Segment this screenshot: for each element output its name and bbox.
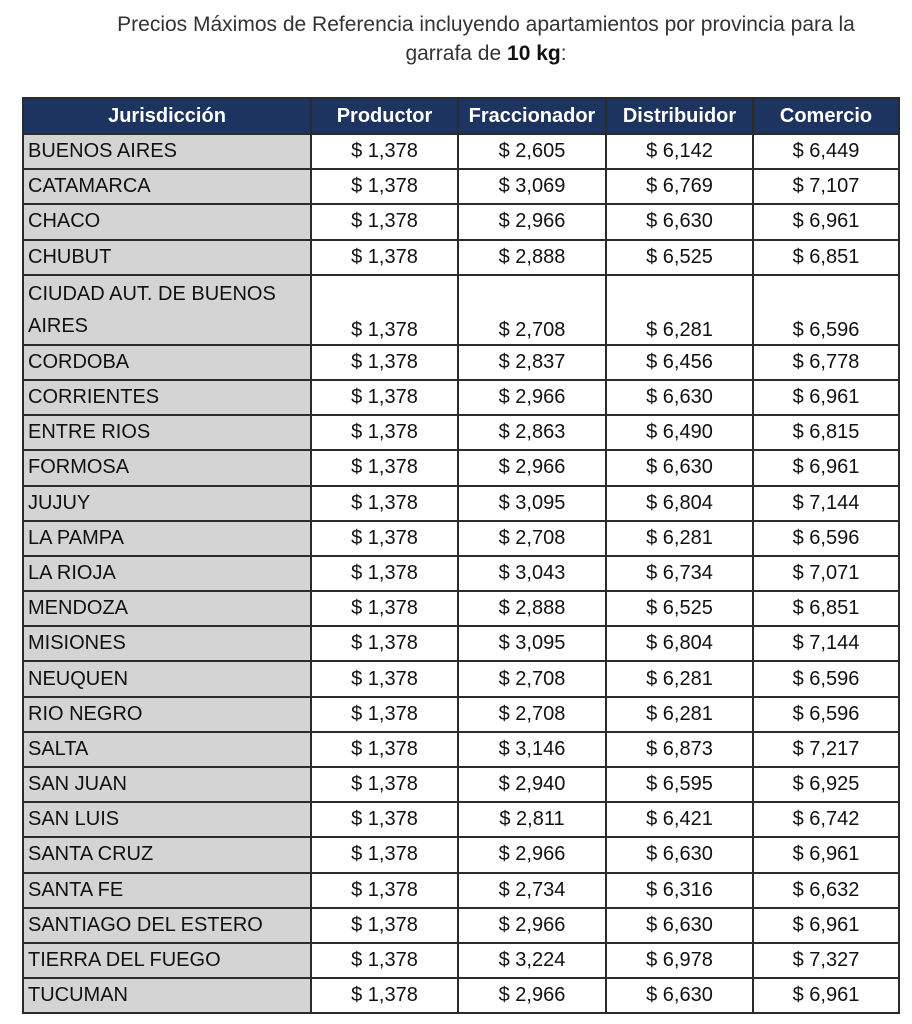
price-cell: $ 1,378: [311, 450, 458, 485]
document-caption: [60, 10, 912, 68]
price-cell: $ 7,327: [753, 943, 899, 978]
jurisdiction-cell: SAN JUAN: [23, 767, 311, 802]
price-cell: $ 1,378: [311, 908, 458, 943]
table-row: [23, 943, 899, 978]
price-cell: $ 6,630: [606, 978, 753, 1013]
price-cell: $ 6,961: [753, 908, 899, 943]
price-cell: $ 6,925: [753, 767, 899, 802]
price-cell: $ 3,146: [458, 732, 606, 767]
jurisdiction-cell: CATAMARCA: [23, 169, 311, 204]
jurisdiction-cell: SANTA CRUZ: [23, 837, 311, 872]
price-cell: $ 2,888: [458, 240, 606, 275]
table-header-row: [23, 98, 899, 134]
jurisdiction-cell: CORDOBA: [23, 345, 311, 380]
price-cell: $ 1,378: [311, 873, 458, 908]
price-cell: $ 2,966: [458, 380, 606, 415]
price-cell: $ 6,281: [606, 521, 753, 556]
price-cell: $ 1,378: [311, 802, 458, 837]
price-cell: $ 6,961: [753, 450, 899, 485]
price-cell: $ 6,281: [606, 275, 753, 345]
price-cell: $ 6,142: [606, 134, 753, 169]
price-cell: $ 1,378: [311, 661, 458, 696]
price-cell: $ 1,378: [311, 591, 458, 626]
price-cell: $ 1,378: [311, 943, 458, 978]
jurisdiction-cell: LA PAMPA: [23, 521, 311, 556]
price-cell: $ 6,742: [753, 802, 899, 837]
price-cell: $ 2,708: [458, 661, 606, 696]
caption-weight: 10 kg: [507, 42, 561, 65]
price-cell: $ 6,281: [606, 697, 753, 732]
price-cell: $ 2,863: [458, 415, 606, 450]
price-cell: $ 3,095: [458, 626, 606, 661]
price-cell: $ 3,043: [458, 556, 606, 591]
table-row: [23, 837, 899, 872]
price-cell: $ 1,378: [311, 556, 458, 591]
price-cell: $ 6,596: [753, 275, 899, 345]
price-cell: $ 6,804: [606, 626, 753, 661]
price-cell: $ 7,144: [753, 486, 899, 521]
jurisdiction-cell: SALTA: [23, 732, 311, 767]
price-cell: $ 6,630: [606, 450, 753, 485]
price-cell: $ 1,378: [311, 415, 458, 450]
price-cell: $ 6,630: [606, 837, 753, 872]
table-row: [23, 661, 899, 696]
price-cell: $ 1,378: [311, 240, 458, 275]
caption-line-2: [60, 39, 912, 68]
price-cell: $ 6,630: [606, 204, 753, 239]
jurisdiction-cell: RIO NEGRO: [23, 697, 311, 732]
price-cell: $ 6,449: [753, 134, 899, 169]
price-cell: $ 6,490: [606, 415, 753, 450]
price-cell: $ 2,966: [458, 837, 606, 872]
price-cell: $ 6,525: [606, 591, 753, 626]
price-cell: $ 1,378: [311, 767, 458, 802]
price-cell: $ 1,378: [311, 697, 458, 732]
price-cell: $ 2,966: [458, 978, 606, 1013]
price-cell: $ 6,595: [606, 767, 753, 802]
price-cell: $ 1,378: [311, 134, 458, 169]
price-cell: $ 7,107: [753, 169, 899, 204]
caption-line-2-prefix: garrafa de: [405, 42, 508, 65]
price-cell: $ 6,734: [606, 556, 753, 591]
price-cell: $ 2,605: [458, 134, 606, 169]
caption-line-1: Precios Máximos de Referencia incluyendo apartamientos por provincia para la: [117, 13, 855, 36]
table-row: [23, 591, 899, 626]
price-cell: $ 2,966: [458, 908, 606, 943]
jurisdiction-cell: SANTA FE: [23, 873, 311, 908]
table-row: [23, 450, 899, 485]
jurisdiction-cell: CORRIENTES: [23, 380, 311, 415]
jurisdiction-cell: BUENOS AIRES: [23, 134, 311, 169]
price-cell: $ 6,596: [753, 661, 899, 696]
jurisdiction-cell: LA RIOJA: [23, 556, 311, 591]
price-cell: $ 2,734: [458, 873, 606, 908]
table-row: [23, 626, 899, 661]
price-cell: $ 6,873: [606, 732, 753, 767]
jurisdiction-cell: MENDOZA: [23, 591, 311, 626]
table-row: [23, 767, 899, 802]
price-cell: $ 1,378: [311, 275, 458, 345]
jurisdiction-cell: TIERRA DEL FUEGO: [23, 943, 311, 978]
price-cell: $ 6,596: [753, 521, 899, 556]
price-cell: $ 3,095: [458, 486, 606, 521]
jurisdiction-cell: NEUQUEN: [23, 661, 311, 696]
jurisdiction-cell: SAN LUIS: [23, 802, 311, 837]
header-fraccionador: Fraccionador: [458, 98, 606, 134]
price-cell: $ 1,378: [311, 204, 458, 239]
price-cell: $ 6,769: [606, 169, 753, 204]
jurisdiction-cell: SANTIAGO DEL ESTERO: [23, 908, 311, 943]
jurisdiction-cell: CIUDAD AUT. DE BUENOS AIRES: [23, 275, 311, 345]
table-row: [23, 380, 899, 415]
table-row: [23, 415, 899, 450]
price-cell: $ 6,961: [753, 380, 899, 415]
price-cell: $ 2,708: [458, 697, 606, 732]
price-cell: $ 1,378: [311, 380, 458, 415]
price-cell: $ 6,421: [606, 802, 753, 837]
price-cell: $ 3,224: [458, 943, 606, 978]
price-cell: $ 6,851: [753, 591, 899, 626]
header-jurisdiccion: Jurisdicción: [23, 98, 311, 134]
table-row: [23, 732, 899, 767]
price-cell: $ 1,378: [311, 345, 458, 380]
jurisdiction-cell: FORMOSA: [23, 450, 311, 485]
table-row: [23, 697, 899, 732]
price-cell: $ 2,966: [458, 450, 606, 485]
price-cell: $ 7,217: [753, 732, 899, 767]
header-productor: Productor: [311, 98, 458, 134]
price-cell: $ 6,456: [606, 345, 753, 380]
price-cell: $ 2,966: [458, 204, 606, 239]
price-cell: $ 7,144: [753, 626, 899, 661]
table-body: [23, 134, 899, 1013]
table-row: [23, 802, 899, 837]
price-table: [22, 97, 900, 1014]
table-row: [23, 521, 899, 556]
price-cell: $ 6,978: [606, 943, 753, 978]
price-cell: $ 6,316: [606, 873, 753, 908]
price-cell: $ 2,708: [458, 521, 606, 556]
table-row: [23, 978, 899, 1013]
table-row: [23, 169, 899, 204]
table-row: [23, 240, 899, 275]
jurisdiction-cell: MISIONES: [23, 626, 311, 661]
table-row: [23, 908, 899, 943]
table-row: [23, 204, 899, 239]
table-row: [23, 275, 899, 345]
table-row: [23, 873, 899, 908]
price-cell: $ 7,071: [753, 556, 899, 591]
price-cell: $ 1,378: [311, 521, 458, 556]
jurisdiction-cell: TUCUMAN: [23, 978, 311, 1013]
price-cell: $ 6,804: [606, 486, 753, 521]
price-cell: $ 2,811: [458, 802, 606, 837]
jurisdiction-cell: CHACO: [23, 204, 311, 239]
price-cell: $ 6,525: [606, 240, 753, 275]
price-cell: $ 6,596: [753, 697, 899, 732]
price-cell: $ 2,940: [458, 767, 606, 802]
price-cell: $ 6,961: [753, 204, 899, 239]
price-cell: $ 2,708: [458, 275, 606, 345]
price-cell: $ 6,961: [753, 978, 899, 1013]
caption-line-2-suffix: :: [560, 42, 567, 65]
table-row: [23, 556, 899, 591]
price-cell: $ 2,888: [458, 591, 606, 626]
price-cell: $ 6,632: [753, 873, 899, 908]
header-comercio: Comercio: [753, 98, 899, 134]
price-cell: $ 1,378: [311, 169, 458, 204]
price-cell: $ 1,378: [311, 732, 458, 767]
price-cell: $ 1,378: [311, 626, 458, 661]
price-cell: $ 1,378: [311, 978, 458, 1013]
price-cell: $ 1,378: [311, 837, 458, 872]
header-distribuidor: Distribuidor: [606, 98, 753, 134]
jurisdiction-cell: JUJUY: [23, 486, 311, 521]
price-cell: $ 6,851: [753, 240, 899, 275]
price-cell: $ 1,378: [311, 486, 458, 521]
price-cell: $ 2,837: [458, 345, 606, 380]
price-cell: $ 3,069: [458, 169, 606, 204]
price-cell: $ 6,281: [606, 661, 753, 696]
jurisdiction-cell: ENTRE RIOS: [23, 415, 311, 450]
table-row: [23, 134, 899, 169]
price-cell: $ 6,630: [606, 908, 753, 943]
price-cell: $ 6,778: [753, 345, 899, 380]
table-row: [23, 486, 899, 521]
jurisdiction-cell: CHUBUT: [23, 240, 311, 275]
price-cell: $ 6,630: [606, 380, 753, 415]
table-row: [23, 345, 899, 380]
price-cell: $ 6,961: [753, 837, 899, 872]
price-cell: $ 6,815: [753, 415, 899, 450]
